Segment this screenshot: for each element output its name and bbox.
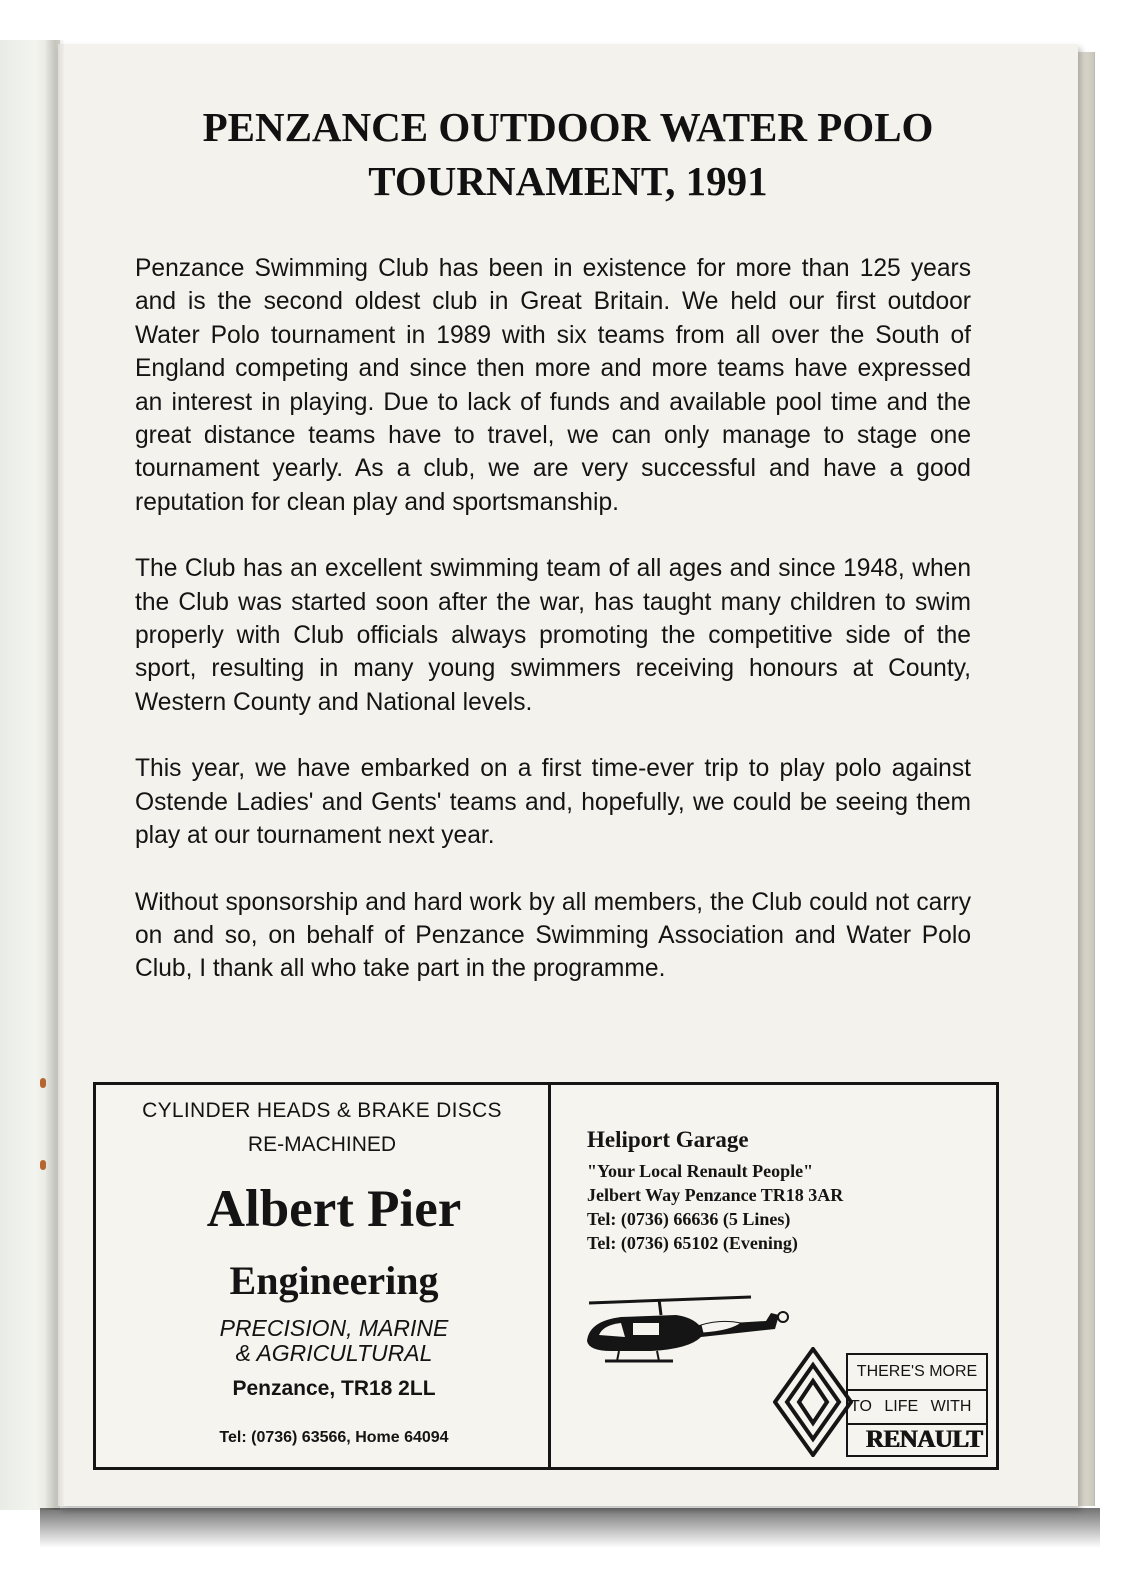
- renault-diamond-icon: [773, 1347, 853, 1457]
- ad-brand-subtitle: Engineering: [229, 1258, 439, 1303]
- albert-pier-ad: [96, 1085, 548, 1467]
- spine-shadow: [46, 40, 64, 1510]
- renault-slogan-box: [846, 1353, 988, 1457]
- garage-name: Heliport Garage: [587, 1127, 749, 1152]
- garage-telephone: Tel: (0736) 66636 (5 Lines): [587, 1209, 791, 1229]
- title-line: PENZANCE OUTDOOR WATER POLO: [202, 104, 934, 150]
- bottom-shadow: [40, 1508, 1100, 1548]
- paragraph: Without sponsorship and hard work by all members, the Club could not carry on and so, on behalf of Penzance Swimming Association and Water Polo Club, I thank all who take part in the programme.: [135, 888, 971, 983]
- paragraph: The Club has an excellent swimming team of all ages and since 1948, when the Club was started soon after the war, has taught many children to swim properly with Club officials always promoting the competitive side of the sport, resulting in many young swimmers receiving honours at County, Western County and National levels.: [135, 555, 971, 716]
- garage-address: Jelbert Way Penzance TR18 3AR: [587, 1185, 844, 1205]
- ad-service-line: RE-MACHINED: [247, 1133, 397, 1156]
- renault-slogan-line: TO LIFE WITH: [848, 1391, 988, 1425]
- garage-telephone: Tel: (0736) 65102 (Evening): [587, 1233, 798, 1253]
- advertisement-panel: [93, 1082, 999, 1470]
- garage-slogan: "Your Local Renault People": [587, 1161, 814, 1181]
- ad-service-line: CYLINDER HEADS & BRAKE DISCS: [142, 1099, 502, 1122]
- ad-location: Penzance, TR18 2LL: [232, 1377, 436, 1400]
- ad-tagline: PRECISION, MARINE: [219, 1315, 449, 1341]
- renault-slogan-line: THERE'S MORE: [848, 1355, 986, 1391]
- ad-telephone: Tel: (0736) 63566, Home 64094: [219, 1429, 449, 1446]
- ad-tagline: & AGRICULTURAL: [235, 1340, 433, 1366]
- page-title: [58, 100, 1078, 208]
- heliport-garage-ad: [551, 1085, 996, 1467]
- helicopter-icon: [581, 1291, 796, 1381]
- title-line: TOURNAMENT, 1991: [368, 158, 768, 204]
- ad-brand-name: Albert Pier: [206, 1180, 462, 1238]
- renault-wordmark: RENAULT: [865, 1426, 982, 1453]
- paragraph: Penzance Swimming Club has been in existence for more than 125 years and is the second oldest club in Great Britain. We held our first outdoor Water Polo tournament in 1989 with six teams from all over the South of England competing and since then more and more teams have expressed an interest in playing. Due to lack of funds and available pool time and the great distance teams have to travel, we can only manage to stage one tournament yearly. As a club, we are very successful and have a good reputation for clean play and sportsmanship.: [135, 255, 971, 516]
- article-body: [135, 252, 971, 1019]
- paragraph: This year, we have embarked on a first time-ever trip to play polo against Ostende Ladies' and Gents' teams and, hopefully, we could be seeing them play at our tournament next year.: [135, 755, 971, 850]
